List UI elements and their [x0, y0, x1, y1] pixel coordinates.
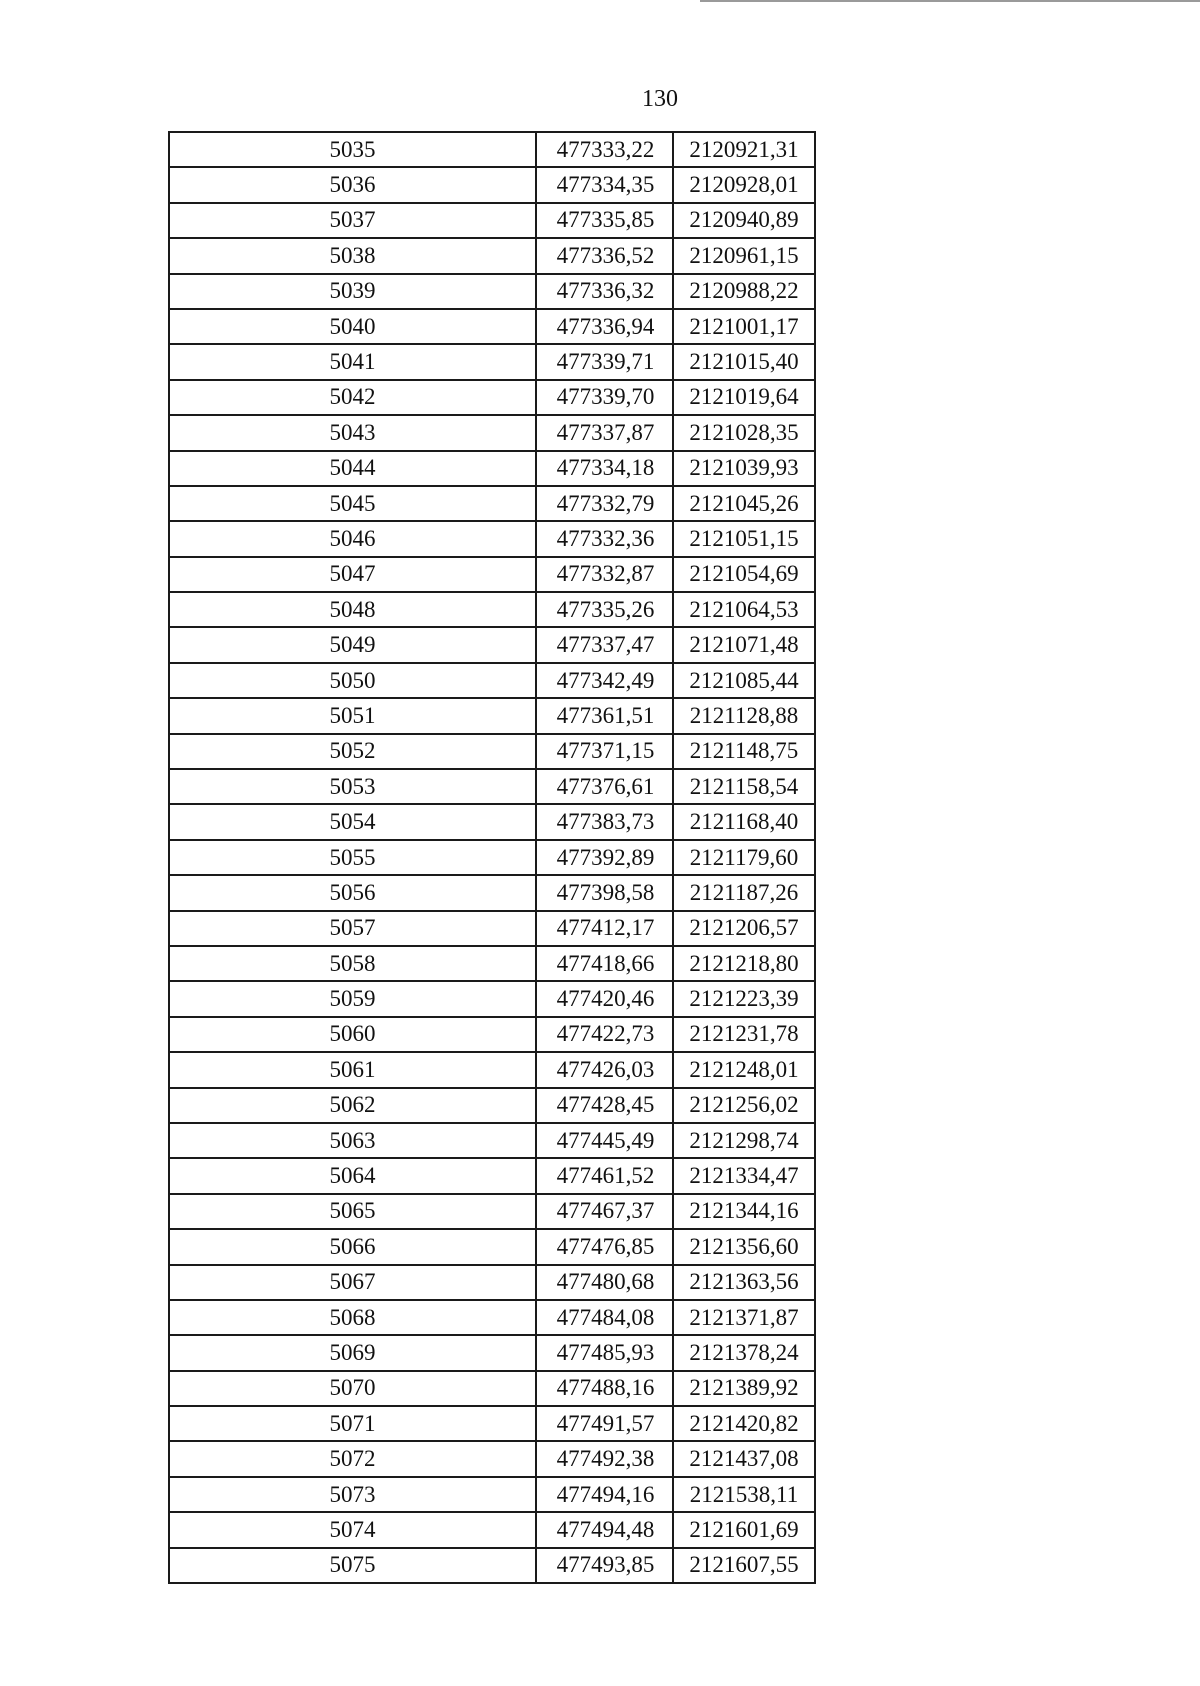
x-coordinate-cell: 477335,85 [536, 203, 673, 238]
table-row [169, 1158, 815, 1193]
x-coordinate-cell: 477461,52 [536, 1158, 673, 1193]
y-coordinate-cell: 2120961,15 [673, 238, 815, 273]
y-coordinate-cell: 2121344,16 [673, 1194, 815, 1229]
y-coordinate-cell: 2121256,02 [673, 1088, 815, 1123]
point-number-cell: 5051 [169, 698, 536, 733]
x-coordinate-cell: 477480,68 [536, 1265, 673, 1300]
x-coordinate-cell: 477492,38 [536, 1441, 673, 1476]
y-coordinate-cell: 2121001,17 [673, 309, 815, 344]
x-coordinate-cell: 477488,16 [536, 1371, 673, 1406]
point-number-cell: 5037 [169, 203, 536, 238]
y-coordinate-cell: 2121128,88 [673, 698, 815, 733]
y-coordinate-cell: 2121206,57 [673, 911, 815, 946]
point-number-cell: 5062 [169, 1088, 536, 1123]
table-row [169, 1477, 815, 1512]
point-number-cell: 5036 [169, 167, 536, 202]
table-row [169, 592, 815, 627]
table-row [169, 380, 815, 415]
point-number-cell: 5040 [169, 309, 536, 344]
point-number-cell: 5048 [169, 592, 536, 627]
y-coordinate-cell: 2121378,24 [673, 1335, 815, 1370]
x-coordinate-cell: 477336,32 [536, 274, 673, 309]
point-number-cell: 5070 [169, 1371, 536, 1406]
coordinates-table [168, 131, 816, 1584]
table-row [169, 946, 815, 981]
x-coordinate-cell: 477392,89 [536, 840, 673, 875]
point-number-cell: 5035 [169, 132, 536, 167]
table-row [169, 1406, 815, 1441]
table-row [169, 627, 815, 662]
x-coordinate-cell: 477332,79 [536, 486, 673, 521]
y-coordinate-cell: 2121168,40 [673, 804, 815, 839]
table-row [169, 238, 815, 273]
x-coordinate-cell: 477484,08 [536, 1300, 673, 1335]
point-number-cell: 5053 [169, 769, 536, 804]
table-row [169, 875, 815, 910]
y-coordinate-cell: 2121356,60 [673, 1229, 815, 1264]
table-row [169, 1441, 815, 1476]
point-number-cell: 5055 [169, 840, 536, 875]
table-row [169, 521, 815, 556]
point-number-cell: 5072 [169, 1441, 536, 1476]
x-coordinate-cell: 477494,16 [536, 1477, 673, 1512]
x-coordinate-cell: 477491,57 [536, 1406, 673, 1441]
point-number-cell: 5043 [169, 415, 536, 450]
y-coordinate-cell: 2121223,39 [673, 981, 815, 1016]
point-number-cell: 5041 [169, 344, 536, 379]
x-coordinate-cell: 477418,66 [536, 946, 673, 981]
y-coordinate-cell: 2121607,55 [673, 1548, 815, 1583]
point-number-cell: 5067 [169, 1265, 536, 1300]
x-coordinate-cell: 477337,47 [536, 627, 673, 662]
y-coordinate-cell: 2121039,93 [673, 451, 815, 486]
x-coordinate-cell: 477342,49 [536, 663, 673, 698]
x-coordinate-cell: 477371,15 [536, 734, 673, 769]
scan-edge-rule [700, 0, 1200, 2]
y-coordinate-cell: 2121051,15 [673, 521, 815, 556]
x-coordinate-cell: 477334,35 [536, 167, 673, 202]
point-number-cell: 5063 [169, 1123, 536, 1158]
point-number-cell: 5074 [169, 1512, 536, 1547]
point-number-cell: 5039 [169, 274, 536, 309]
x-coordinate-cell: 477333,22 [536, 132, 673, 167]
point-number-cell: 5061 [169, 1052, 536, 1087]
y-coordinate-cell: 2121085,44 [673, 663, 815, 698]
y-coordinate-cell: 2121179,60 [673, 840, 815, 875]
page-number: 130 [642, 86, 678, 112]
y-coordinate-cell: 2121248,01 [673, 1052, 815, 1087]
point-number-cell: 5069 [169, 1335, 536, 1370]
y-coordinate-cell: 2121437,08 [673, 1441, 815, 1476]
table-row [169, 1088, 815, 1123]
table-row [169, 663, 815, 698]
table-row [169, 1194, 815, 1229]
x-coordinate-cell: 477398,58 [536, 875, 673, 910]
y-coordinate-cell: 2121054,69 [673, 557, 815, 592]
x-coordinate-cell: 477339,71 [536, 344, 673, 379]
table-row [169, 1548, 815, 1583]
table-row [169, 981, 815, 1016]
point-number-cell: 5042 [169, 380, 536, 415]
y-coordinate-cell: 2121334,47 [673, 1158, 815, 1193]
point-number-cell: 5060 [169, 1017, 536, 1052]
x-coordinate-cell: 477412,17 [536, 911, 673, 946]
table-row [169, 698, 815, 733]
table-row [169, 1123, 815, 1158]
table-row [169, 1300, 815, 1335]
y-coordinate-cell: 2121015,40 [673, 344, 815, 379]
table-row [169, 734, 815, 769]
x-coordinate-cell: 477336,94 [536, 309, 673, 344]
y-coordinate-cell: 2121158,54 [673, 769, 815, 804]
y-coordinate-cell: 2121601,69 [673, 1512, 815, 1547]
x-coordinate-cell: 477332,87 [536, 557, 673, 592]
table-row [169, 203, 815, 238]
point-number-cell: 5059 [169, 981, 536, 1016]
y-coordinate-cell: 2121371,87 [673, 1300, 815, 1335]
table-row [169, 1265, 815, 1300]
x-coordinate-cell: 477336,52 [536, 238, 673, 273]
y-coordinate-cell: 2121298,74 [673, 1123, 815, 1158]
point-number-cell: 5045 [169, 486, 536, 521]
x-coordinate-cell: 477361,51 [536, 698, 673, 733]
point-number-cell: 5052 [169, 734, 536, 769]
table-row [169, 1229, 815, 1264]
x-coordinate-cell: 477335,26 [536, 592, 673, 627]
point-number-cell: 5058 [169, 946, 536, 981]
y-coordinate-cell: 2121363,56 [673, 1265, 815, 1300]
y-coordinate-cell: 2121028,35 [673, 415, 815, 450]
y-coordinate-cell: 2121019,64 [673, 380, 815, 415]
x-coordinate-cell: 477420,46 [536, 981, 673, 1016]
y-coordinate-cell: 2120921,31 [673, 132, 815, 167]
x-coordinate-cell: 477376,61 [536, 769, 673, 804]
point-number-cell: 5038 [169, 238, 536, 273]
table-row [169, 1335, 815, 1370]
point-number-cell: 5065 [169, 1194, 536, 1229]
table-row [169, 1371, 815, 1406]
point-number-cell: 5054 [169, 804, 536, 839]
x-coordinate-cell: 477494,48 [536, 1512, 673, 1547]
point-number-cell: 5071 [169, 1406, 536, 1441]
y-coordinate-cell: 2121187,26 [673, 875, 815, 910]
y-coordinate-cell: 2121045,26 [673, 486, 815, 521]
x-coordinate-cell: 477339,70 [536, 380, 673, 415]
point-number-cell: 5044 [169, 451, 536, 486]
table-row [169, 274, 815, 309]
x-coordinate-cell: 477445,49 [536, 1123, 673, 1158]
y-coordinate-cell: 2121538,11 [673, 1477, 815, 1512]
table-row [169, 486, 815, 521]
table-row [169, 309, 815, 344]
x-coordinate-cell: 477426,03 [536, 1052, 673, 1087]
point-number-cell: 5050 [169, 663, 536, 698]
x-coordinate-cell: 477485,93 [536, 1335, 673, 1370]
y-coordinate-cell: 2120940,89 [673, 203, 815, 238]
y-coordinate-cell: 2121218,80 [673, 946, 815, 981]
point-number-cell: 5057 [169, 911, 536, 946]
coordinates-table-body [169, 132, 815, 1583]
table-row [169, 132, 815, 167]
table-row [169, 769, 815, 804]
y-coordinate-cell: 2121389,92 [673, 1371, 815, 1406]
x-coordinate-cell: 477334,18 [536, 451, 673, 486]
table-row [169, 167, 815, 202]
y-coordinate-cell: 2120928,01 [673, 167, 815, 202]
x-coordinate-cell: 477422,73 [536, 1017, 673, 1052]
y-coordinate-cell: 2121148,75 [673, 734, 815, 769]
x-coordinate-cell: 477332,36 [536, 521, 673, 556]
y-coordinate-cell: 2121071,48 [673, 627, 815, 662]
point-number-cell: 5064 [169, 1158, 536, 1193]
y-coordinate-cell: 2121231,78 [673, 1017, 815, 1052]
point-number-cell: 5066 [169, 1229, 536, 1264]
table-row [169, 1017, 815, 1052]
x-coordinate-cell: 477476,85 [536, 1229, 673, 1264]
table-row [169, 451, 815, 486]
point-number-cell: 5046 [169, 521, 536, 556]
y-coordinate-cell: 2121064,53 [673, 592, 815, 627]
y-coordinate-cell: 2120988,22 [673, 274, 815, 309]
x-coordinate-cell: 477467,37 [536, 1194, 673, 1229]
table-row [169, 557, 815, 592]
x-coordinate-cell: 477383,73 [536, 804, 673, 839]
y-coordinate-cell: 2121420,82 [673, 1406, 815, 1441]
table-row [169, 1512, 815, 1547]
point-number-cell: 5056 [169, 875, 536, 910]
table-row [169, 911, 815, 946]
table-row [169, 840, 815, 875]
point-number-cell: 5049 [169, 627, 536, 662]
point-number-cell: 5075 [169, 1548, 536, 1583]
x-coordinate-cell: 477493,85 [536, 1548, 673, 1583]
x-coordinate-cell: 477428,45 [536, 1088, 673, 1123]
x-coordinate-cell: 477337,87 [536, 415, 673, 450]
table-row [169, 344, 815, 379]
point-number-cell: 5068 [169, 1300, 536, 1335]
point-number-cell: 5047 [169, 557, 536, 592]
table-row [169, 415, 815, 450]
table-row [169, 1052, 815, 1087]
table-row [169, 804, 815, 839]
point-number-cell: 5073 [169, 1477, 536, 1512]
